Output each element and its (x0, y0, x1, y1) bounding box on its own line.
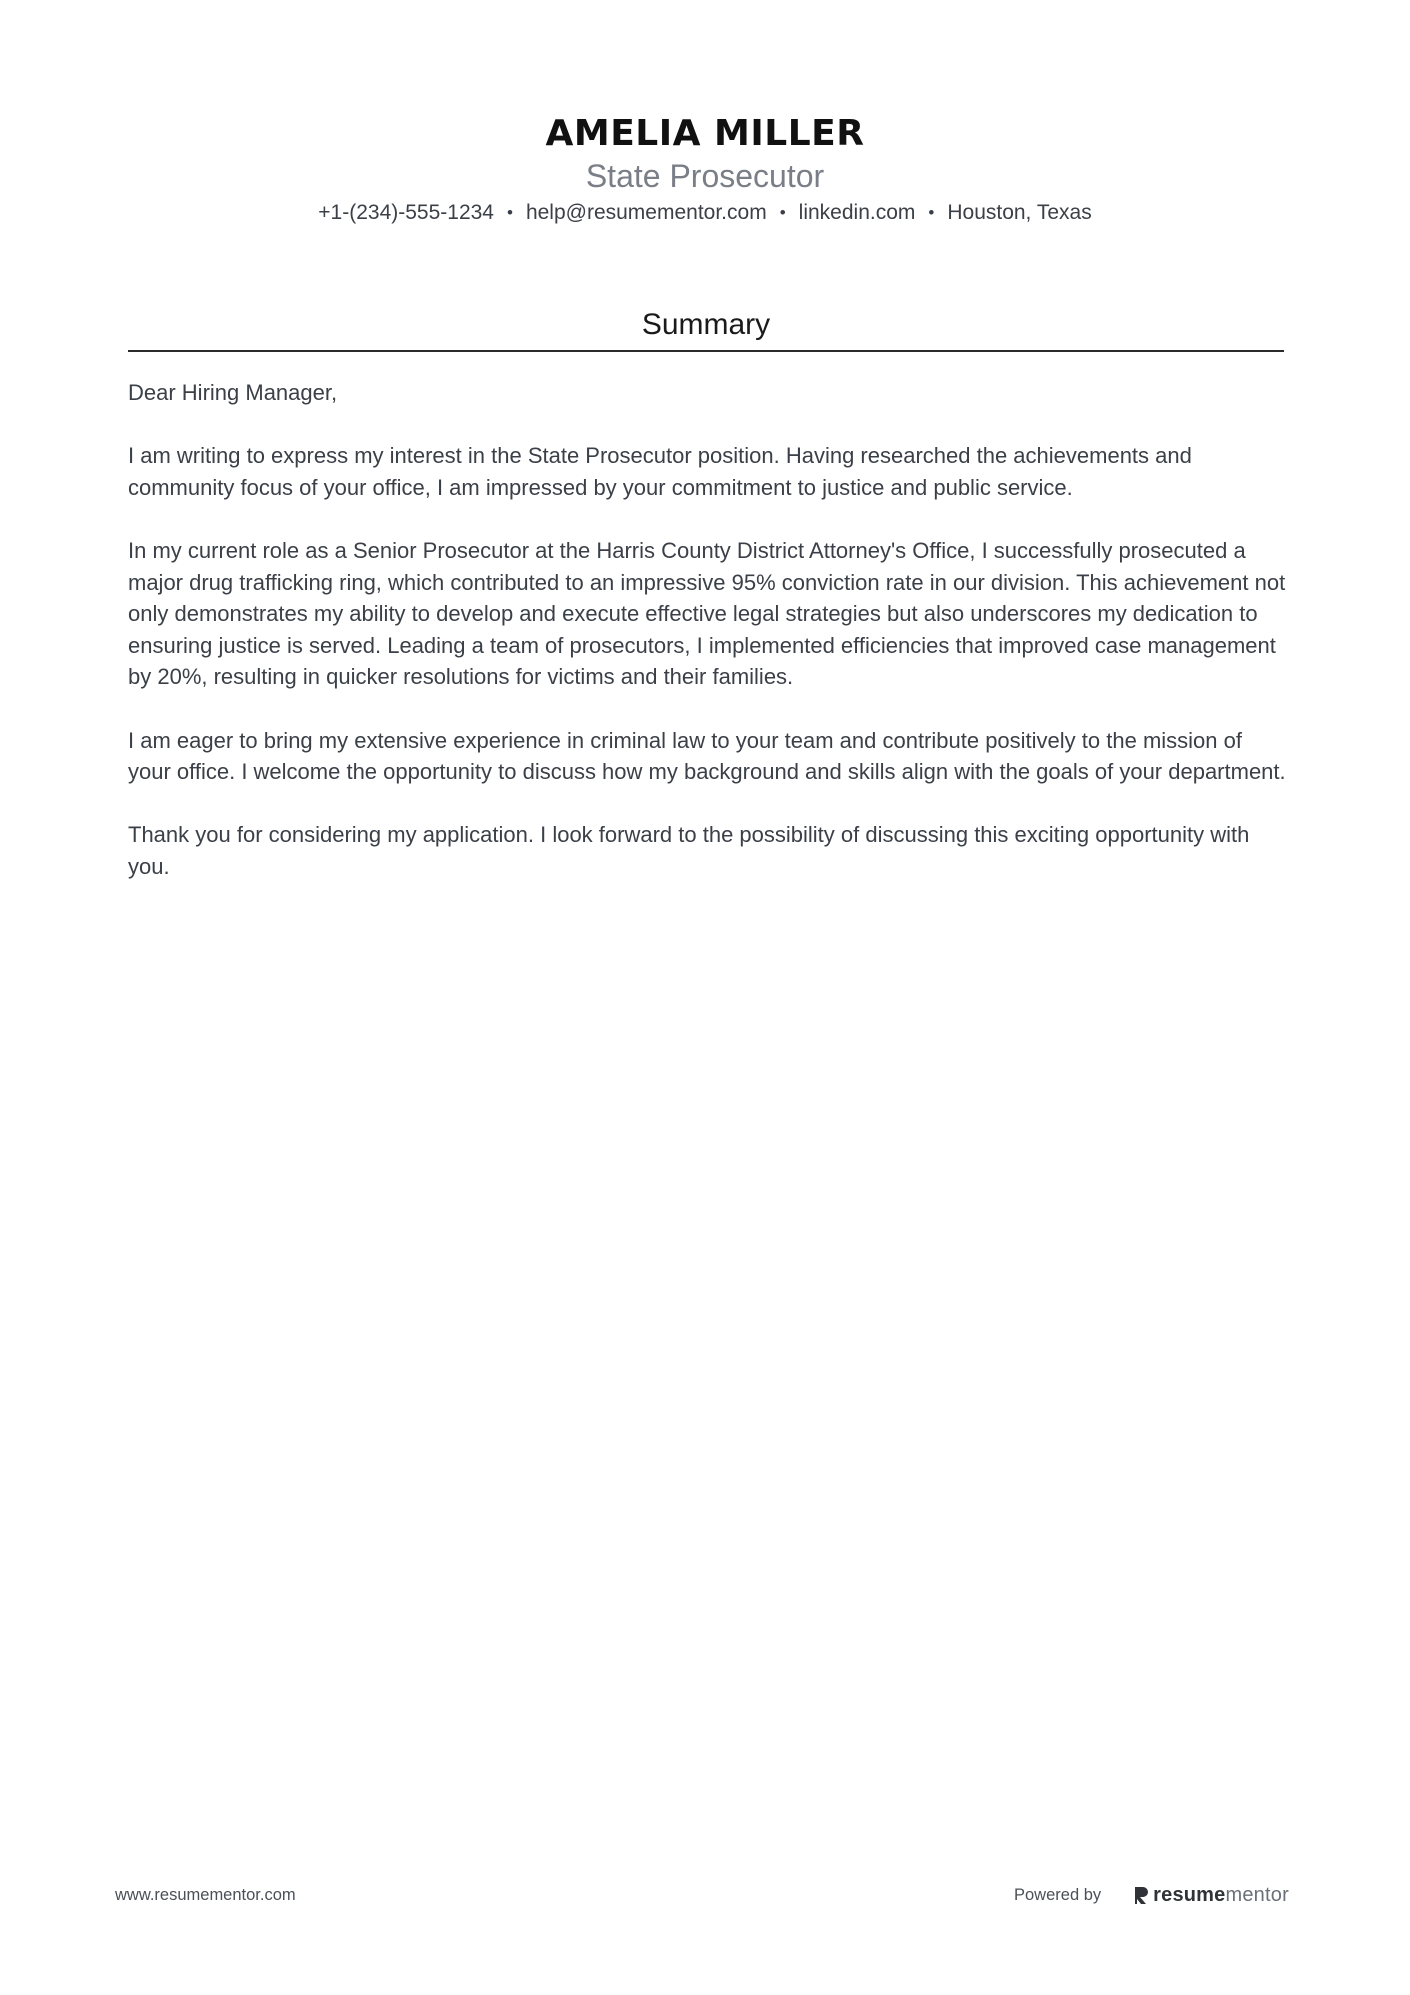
contact-location: Houston, Texas (947, 201, 1092, 224)
footer-branding (1014, 1881, 1289, 1909)
contact-separator: • (506, 203, 513, 222)
section-divider (128, 350, 1284, 352)
letter-paragraph: Thank you for considering my application. I look forward to the possibility of discussing this exciting opportunity with you. (128, 822, 1250, 879)
letter-body (128, 377, 1288, 914)
brand-logo (1133, 1884, 1289, 1907)
letter-salutation: Dear Hiring Manager, (128, 380, 338, 405)
candidate-name: AMELIA MILLER (545, 113, 865, 154)
footer-website: www.resumementor.com (115, 1886, 296, 1904)
letter-paragraph: I am writing to express my interest in the State Prosecutor position. Having researched the achievements and community focus of your office, I am impressed by your commitment to justice and public service. (128, 443, 1192, 500)
powered-by-label: Powered by (1014, 1885, 1102, 1904)
contact-separator: • (928, 203, 935, 222)
section-title: Summary (641, 308, 771, 341)
brand-name-part1: resume (1153, 1883, 1226, 1906)
contact-phone: +1-(234)-555-1234 (318, 201, 494, 224)
resumementor-logo-icon (1133, 1885, 1149, 1905)
contact-email: help@resumementor.com (525, 201, 767, 224)
contact-linkedin: linkedin.com (798, 201, 916, 224)
contact-line (0, 198, 1410, 228)
candidate-title: State Prosecutor (585, 158, 825, 194)
contact-separator: • (779, 203, 786, 222)
header (0, 112, 1410, 228)
brand-name-part2: mentor (1225, 1883, 1289, 1906)
letter-paragraph: In my current role as a Senior Prosecutor at the Harris County District Attorney's Office, I successfully prosecuted a major drug trafficking ring, which contributed to an impressive 95% conviction rate in our division. This achievement not only demonstrates my ability to develop and execute effective legal strategies but also underscores my dedication to ensuring justice is served. Leading a team of prosecutors, I implemented efficiencies that improved case management by 20%, resulting in quicker resolutions for victims and their families. (128, 537, 1286, 690)
letter-paragraph: I am eager to bring my extensive experience in criminal law to your team and contribute positively to the mission of your office. I welcome the opportunity to discuss how my background and skills align with the goals of your department. (128, 727, 1286, 785)
